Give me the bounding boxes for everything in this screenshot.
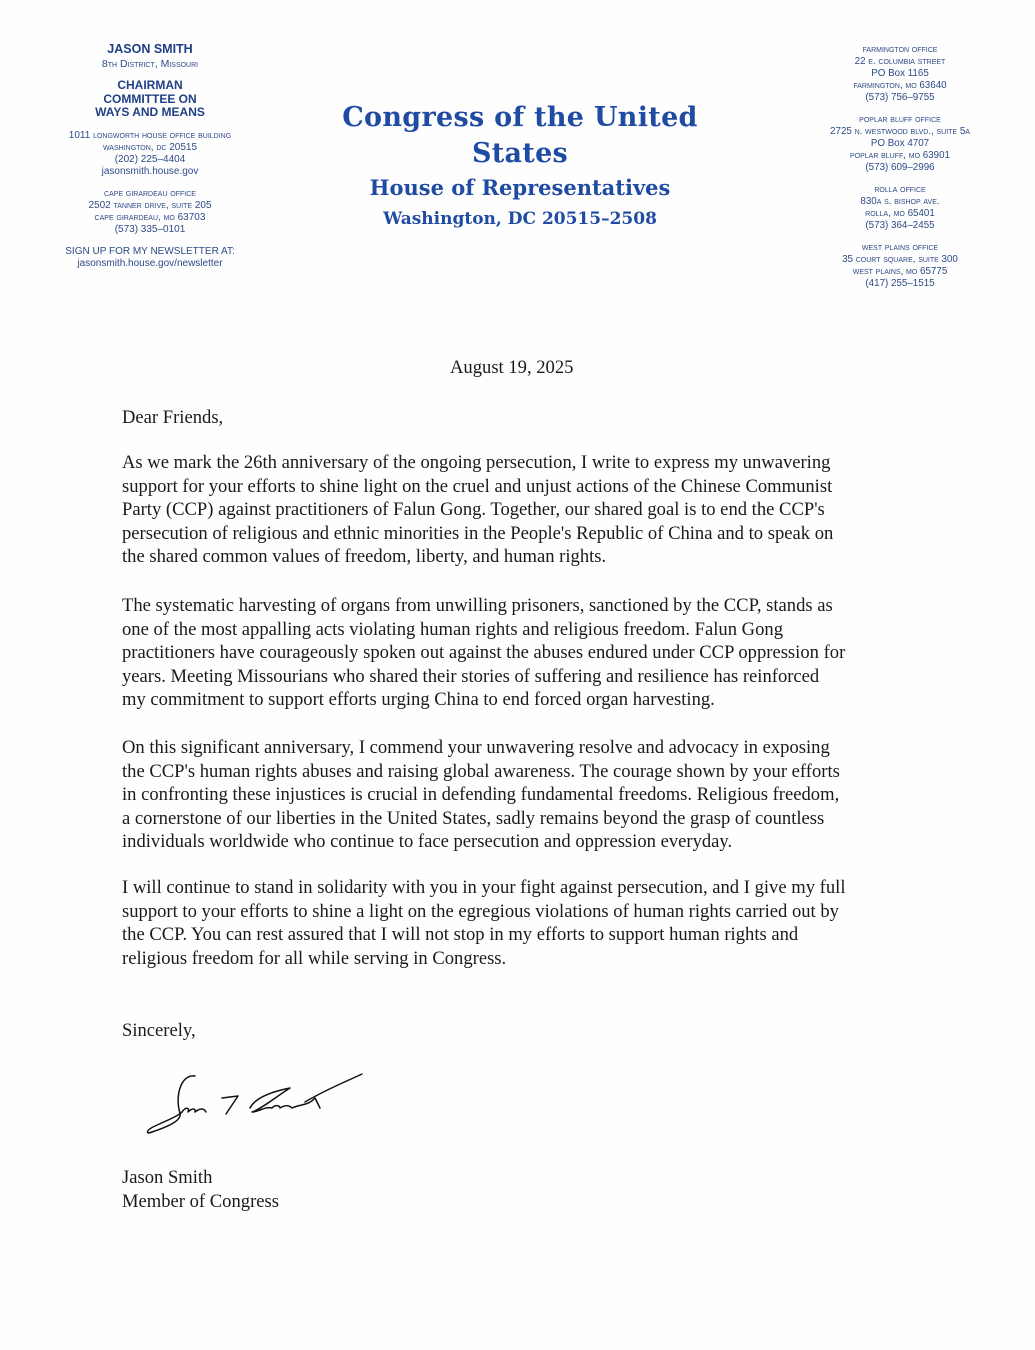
paragraph — [122, 736, 932, 854]
rolla-office — [805, 184, 995, 232]
poplar-bluff-office — [805, 114, 995, 174]
paragraph-line: one of the most appalling acts violating human rights and religious freedom. Falun Gong — [122, 618, 783, 640]
paragraph-line: support to your efforts to shine a light on the egregious violations of human rights carried out by — [122, 900, 839, 922]
congress-title: Congress of the United States — [342, 102, 698, 169]
paragraph-line: in confronting these injustices is crucial in defending fundamental freedoms. Religious freedom, — [122, 784, 840, 805]
cape-girardeau-office — [40, 188, 260, 236]
office-line: PO Box 4707 — [870, 138, 930, 149]
paragraph-line: the shared common values of freedom, liberty, and human rights. — [122, 546, 607, 567]
office-line: 35 court square, suite 300 — [842, 254, 958, 265]
dc-office-city: washington, dc 20515 — [102, 141, 198, 153]
paragraph-line: On this significant anniversary, I commend your unwavering resolve and advocacy in exposing — [122, 737, 830, 758]
office-phone: (417) 255–1515 — [865, 278, 935, 289]
office-line: poplar bluff, mo 63901 — [850, 150, 950, 161]
paragraph — [122, 451, 932, 569]
paragraph-line: practitioners have courageously spoken out against the abuses endured under CCP oppression for — [122, 642, 846, 663]
signer-name: Jason Smith — [122, 1167, 213, 1188]
paragraph-line: the CCP's human rights abuses and raising global awareness. The courage shown by your efforts — [122, 760, 840, 782]
office-title: cape girardeau office — [104, 187, 196, 199]
signature-image — [140, 1068, 370, 1138]
office-line: 22 e. columbia street — [854, 56, 946, 67]
dc-office-address: 1011 longworth house office building — [68, 129, 232, 141]
paragraph-line: As we mark the 26th anniversary of the ongoing persecution, I write to express my unwavering — [122, 452, 831, 473]
paragraph-line: years. Meeting Missourians who shared their stories of suffering and resilience has reinforced — [122, 665, 820, 687]
newsletter-label: SIGN UP FOR MY NEWSLETTER AT: — [65, 245, 235, 257]
office-title: poplar bluff office — [859, 114, 941, 125]
office-phone: (573) 609–2996 — [865, 162, 935, 173]
committee-line: WAYS AND MEANS — [95, 105, 205, 119]
office-phone: (573) 756–9755 — [865, 92, 935, 103]
office-title: rolla office — [874, 184, 926, 195]
farmington-office — [805, 44, 995, 104]
committee-title — [40, 79, 260, 120]
paragraph-line: individuals worldwide who continue to face persecution and oppression everyday. — [122, 831, 733, 852]
paragraph-line: support for your efforts to shine light on the cruel and unjust actions of the Chinese Communist — [122, 475, 833, 497]
west-plains-office — [805, 242, 995, 290]
letter-date: August 19, 2025 — [450, 357, 574, 378]
committee-line: CHAIRMAN — [117, 78, 183, 92]
office-title: farmington office — [862, 44, 938, 55]
dc-office — [40, 130, 260, 178]
committee-line: COMMITTEE ON — [103, 91, 197, 106]
paragraph-line: I will continue to stand in solidarity with you in your fight against persecution, and I give my full — [122, 877, 846, 898]
office-address: 2502 tanner drive, suite 205 — [88, 199, 212, 211]
paragraph-line: my commitment to support efforts urging China to end forced organ harvesting. — [122, 689, 715, 710]
paragraph-line: The systematic harvesting of organs from unwilling prisoners, sanctioned by the CCP, stands as — [122, 595, 833, 616]
office-line: rolla, mo 65401 — [865, 208, 935, 219]
office-line: 2725 n. westwood blvd., suite 5a — [830, 126, 970, 137]
dc-office-phone: (202) 225–4404 — [114, 153, 186, 165]
letterhead-left — [40, 42, 260, 270]
website-link[interactable]: jasonsmith.house.gov — [101, 165, 199, 177]
newsletter-link[interactable]: jasonsmith.house.gov/newsletter — [77, 257, 223, 269]
office-line: 830a s. bishop ave. — [860, 196, 940, 207]
paragraph — [122, 594, 932, 712]
letterhead-right — [805, 44, 995, 300]
paragraph — [122, 876, 932, 970]
district: 8th District, Missouri — [101, 58, 199, 70]
office-line: PO Box 1165 — [871, 68, 929, 79]
paragraph-line: Party (CCP) against practitioners of Falun Gong. Together, our shared goal is to end the CCP's — [122, 499, 825, 520]
paragraph-line: persecution of religious and ethnic minorities in the People's Republic of China and to speak on — [122, 522, 834, 544]
paragraph-line: the CCP. You can rest assured that I will not stop in my efforts to support human rights and — [122, 924, 799, 945]
closing: Sincerely, — [122, 1020, 196, 1041]
office-line: west plains, mo 65775 — [852, 266, 948, 277]
office-phone: (573) 335–0101 — [114, 223, 186, 235]
newsletter-signup — [40, 246, 260, 270]
paragraph-line: religious freedom for all while serving in Congress. — [122, 947, 507, 969]
office-city: cape girardeau, mo 63703 — [94, 211, 206, 223]
signer-title: Member of Congress — [122, 1191, 279, 1212]
office-phone: (573) 364–2455 — [865, 220, 935, 231]
washington-address: Washington, DC 20515–2508 — [383, 209, 657, 229]
salutation: Dear Friends, — [122, 407, 224, 428]
letterhead-center — [300, 100, 740, 234]
house-subtitle: House of Representatives — [369, 175, 671, 200]
paragraph-line: a cornerstone of our liberties in the United States, sadly remains beyond the grasp of countless — [122, 807, 825, 829]
office-title: west plains office — [861, 242, 939, 253]
office-line: farmington, mo 63640 — [853, 80, 947, 91]
representative-name: JASON SMITH — [107, 42, 193, 56]
